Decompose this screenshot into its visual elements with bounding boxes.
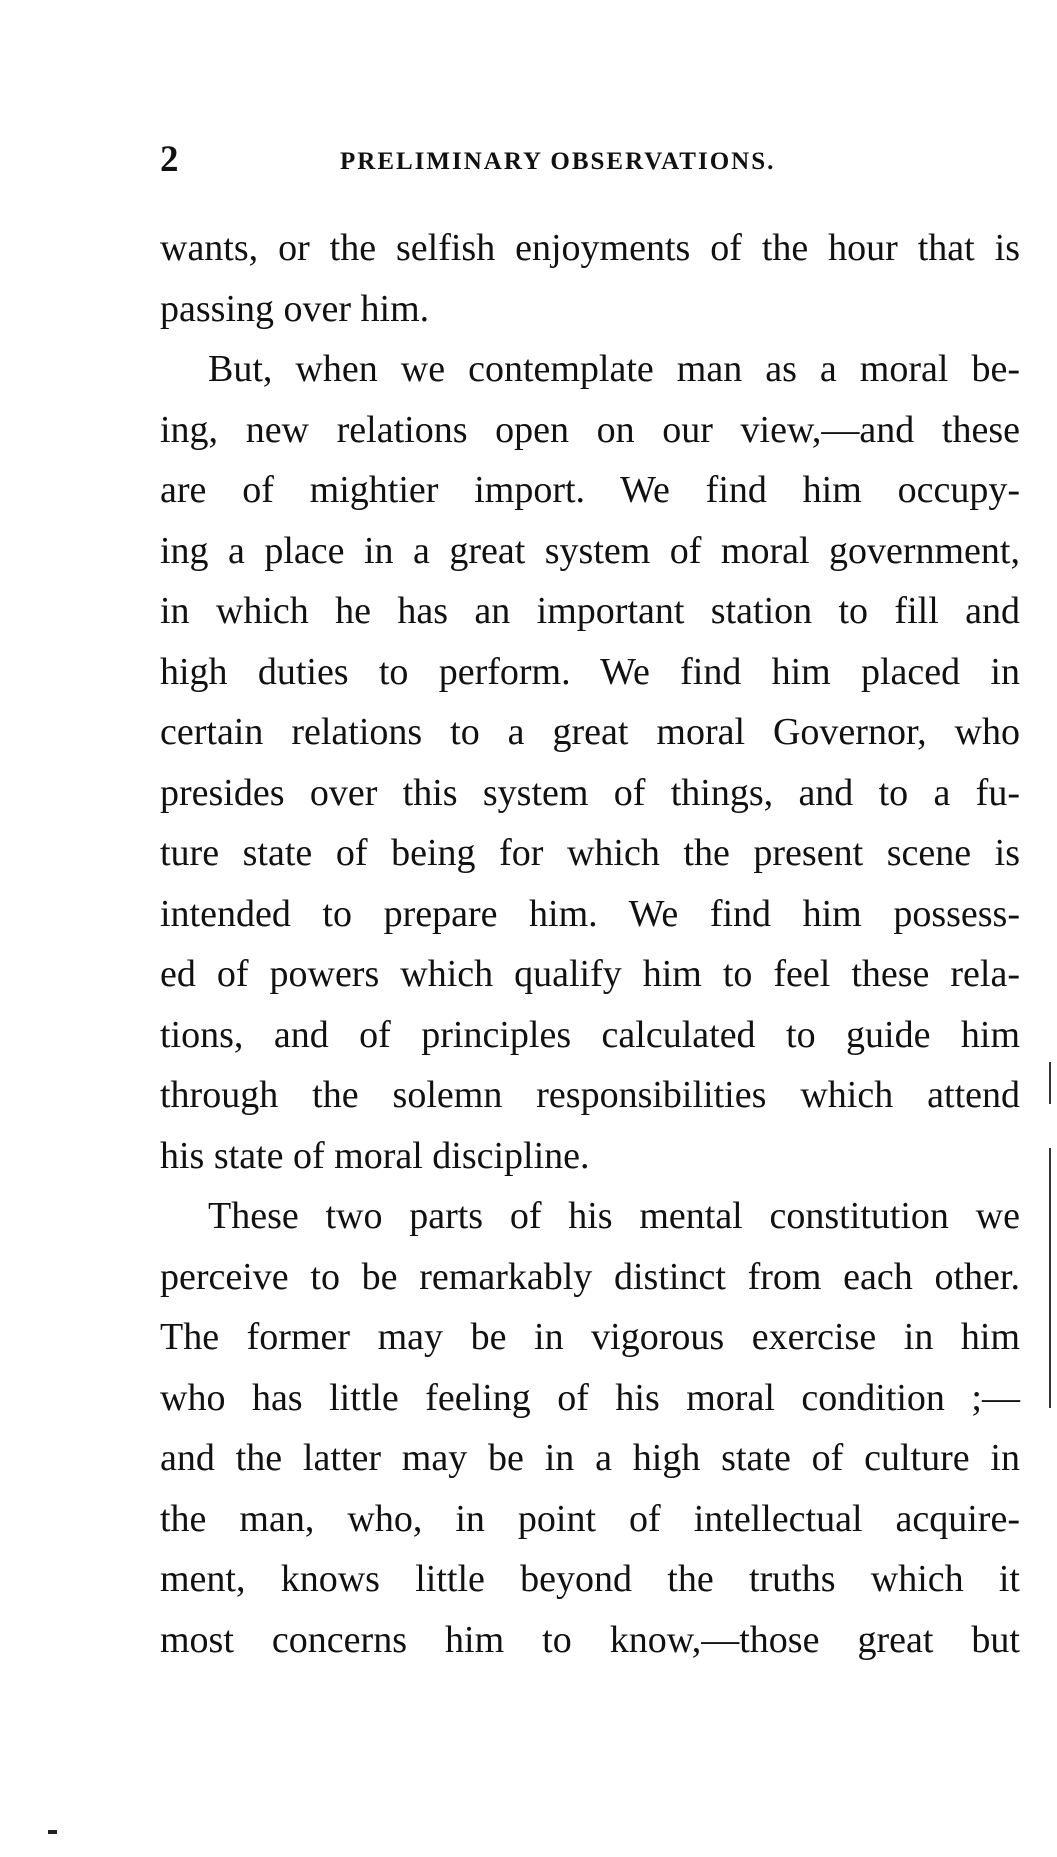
text-line: But, when we contemplate man as a moral be- — [208, 348, 1020, 390]
text-line: presides over this system of things, and to a fu- — [160, 771, 1020, 814]
text-line: tions, and of principles calculated to guide him — [160, 1013, 1020, 1056]
text-line: most concerns him to know,—those great but — [160, 1618, 1020, 1661]
running-title: PRELIMINARY OBSERVATIONS. — [340, 148, 776, 175]
text-line: ment, knows little beyond the truths which it — [160, 1558, 1020, 1600]
scan-margin-mark — [1049, 1148, 1051, 1408]
page-number: 2 — [160, 139, 179, 180]
text-line: ture state of being for which the present scene is — [160, 832, 1020, 874]
text-line: intended to prepare him. We find him possess- — [160, 892, 1020, 935]
paragraph-3 — [160, 1186, 1020, 1670]
scan-speck — [48, 1830, 57, 1834]
running-head — [160, 140, 1020, 180]
text-line: ing a place in a great system of moral government, — [160, 529, 1020, 572]
text-line: high duties to perform. We find him placed in — [160, 650, 1020, 693]
text-line: who has little feeling of his moral condition ;— — [160, 1376, 1020, 1419]
text-line: wants, or the selfish enjoyments of the hour that is — [160, 227, 1020, 269]
text-line: are of mightier import. We find him occupy- — [160, 469, 1020, 511]
text-line: These two parts of his mental constitution we — [208, 1195, 1020, 1237]
text-line: certain relations to a great moral Governor, who — [160, 711, 1020, 753]
scan-margin-mark — [1049, 1062, 1051, 1104]
text-line: ing, new relations open on our view,—and these — [160, 408, 1020, 451]
paragraph-2 — [160, 339, 1020, 1186]
text-line: The former may be in vigorous exercise in him — [160, 1316, 1020, 1358]
text-line: in which he has an important station to fill and — [160, 590, 1020, 632]
text-line: his state of moral discipline. — [160, 1134, 590, 1177]
text-line: and the latter may be in a high state of culture in — [160, 1437, 1020, 1479]
paragraph-1 — [160, 218, 1020, 339]
text-line: passing over him. — [160, 287, 430, 330]
body-text — [160, 218, 1020, 1670]
text-line: through the solemn responsibilities which attend — [160, 1074, 1020, 1116]
text-line: the man, who, in point of intellectual acquire- — [160, 1497, 1020, 1540]
text-line: ed of powers which qualify him to feel these rela- — [160, 953, 1020, 995]
text-line: perceive to be remarkably distinct from each other. — [160, 1255, 1020, 1298]
